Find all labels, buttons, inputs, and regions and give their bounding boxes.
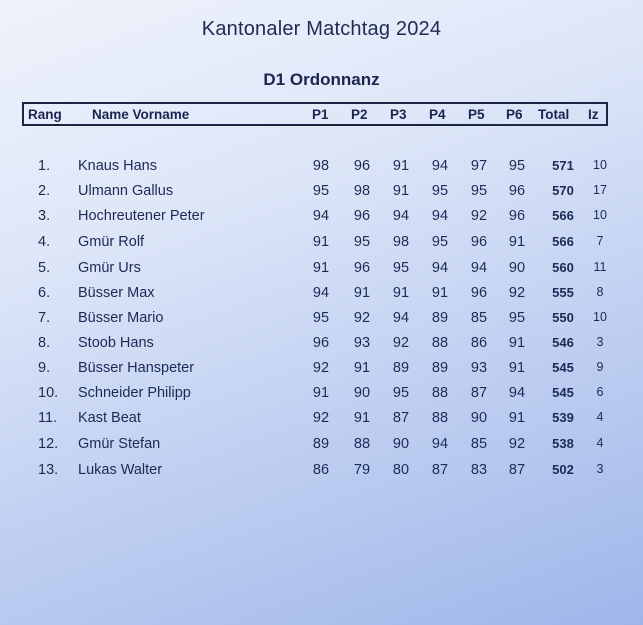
p1-cell: 96 xyxy=(312,335,330,351)
p1-cell: 91 xyxy=(312,260,330,276)
p5-cell: 87 xyxy=(470,385,488,401)
p6-cell: 92 xyxy=(508,436,526,452)
name-cell: Stoob Hans xyxy=(78,335,154,351)
p5-cell: 83 xyxy=(470,462,488,478)
p6-cell: 95 xyxy=(508,158,526,174)
table-row xyxy=(0,158,643,182)
iz-cell: 6 xyxy=(596,385,604,399)
total-cell: 502 xyxy=(552,462,574,477)
iz-cell: 3 xyxy=(596,335,604,349)
p3-cell: 98 xyxy=(392,234,410,250)
p6-cell: 87 xyxy=(508,462,526,478)
total-cell: 566 xyxy=(552,208,574,223)
name-cell: Lukas Walter xyxy=(78,462,163,478)
p5-cell: 97 xyxy=(470,158,488,174)
p5-cell: 96 xyxy=(470,285,488,301)
p4-cell: 88 xyxy=(431,410,449,426)
p6-cell: 91 xyxy=(508,360,526,376)
p1-cell: 94 xyxy=(312,285,330,301)
name-cell: Büsser Mario xyxy=(78,310,164,326)
col-p3: P3 xyxy=(390,107,407,122)
table-row xyxy=(0,208,643,232)
p3-cell: 95 xyxy=(392,260,410,276)
p4-cell: 89 xyxy=(431,360,449,376)
p3-cell: 91 xyxy=(392,158,410,174)
p5-cell: 85 xyxy=(470,436,488,452)
p2-cell: 88 xyxy=(353,436,371,452)
p6-cell: 91 xyxy=(508,234,526,250)
table-row xyxy=(0,285,643,309)
p2-cell: 98 xyxy=(353,183,371,199)
table-row xyxy=(0,436,643,460)
rank-cell: 2. xyxy=(38,183,51,199)
col-iz: Iz xyxy=(588,107,599,122)
p3-cell: 91 xyxy=(392,285,410,301)
p3-cell: 80 xyxy=(392,462,410,478)
p2-cell: 96 xyxy=(353,158,371,174)
name-cell: Schneider Philipp xyxy=(78,385,191,401)
total-cell: 539 xyxy=(552,410,574,425)
name-cell: Gmür Stefan xyxy=(78,436,161,452)
total-cell: 570 xyxy=(552,183,574,198)
p5-cell: 95 xyxy=(470,183,488,199)
p1-cell: 95 xyxy=(312,183,330,199)
p6-cell: 96 xyxy=(508,208,526,224)
p1-cell: 98 xyxy=(312,158,330,174)
iz-cell: 10 xyxy=(593,208,607,222)
total-cell: 566 xyxy=(552,234,574,249)
table-row xyxy=(0,360,643,384)
iz-cell: 3 xyxy=(596,462,604,476)
table-row xyxy=(0,335,643,359)
table-row xyxy=(0,410,643,434)
p5-cell: 86 xyxy=(470,335,488,351)
p1-cell: 91 xyxy=(312,385,330,401)
total-cell: 545 xyxy=(552,385,574,400)
name-cell: Gmür Urs xyxy=(78,260,141,276)
rank-cell: 3. xyxy=(38,208,51,224)
p2-cell: 91 xyxy=(353,285,371,301)
table-row xyxy=(0,385,643,409)
p3-cell: 91 xyxy=(392,183,410,199)
col-name: Name Vorname xyxy=(92,107,190,122)
page-title: Kantonaler Matchtag 2024 xyxy=(201,18,442,40)
total-cell: 571 xyxy=(552,158,574,173)
p2-cell: 93 xyxy=(353,335,371,351)
name-cell: Ulmann Gallus xyxy=(78,183,174,199)
total-cell: 555 xyxy=(552,285,574,300)
rank-cell: 8. xyxy=(38,335,51,351)
col-total: Total xyxy=(538,107,570,122)
col-p5: P5 xyxy=(468,107,485,122)
rank-cell: 6. xyxy=(38,285,51,301)
name-cell: Knaus Hans xyxy=(78,158,157,174)
p1-cell: 94 xyxy=(312,208,330,224)
p1-cell: 92 xyxy=(312,410,330,426)
p4-cell: 95 xyxy=(431,183,449,199)
total-cell: 545 xyxy=(552,360,574,375)
p5-cell: 85 xyxy=(470,310,488,326)
rank-cell: 13. xyxy=(38,462,59,478)
p4-cell: 91 xyxy=(431,285,449,301)
p6-cell: 94 xyxy=(508,385,526,401)
name-cell: Büsser Hanspeter xyxy=(78,360,195,376)
p3-cell: 89 xyxy=(392,360,410,376)
rank-cell: 5. xyxy=(38,260,51,276)
rank-cell: 12. xyxy=(38,436,59,452)
p4-cell: 94 xyxy=(431,208,449,224)
p3-cell: 95 xyxy=(392,385,410,401)
name-cell: Kast Beat xyxy=(78,410,141,426)
p2-cell: 95 xyxy=(353,234,371,250)
p3-cell: 92 xyxy=(392,335,410,351)
p4-cell: 94 xyxy=(431,260,449,276)
col-rang: Rang xyxy=(28,107,62,122)
rank-cell: 9. xyxy=(38,360,51,376)
iz-cell: 4 xyxy=(596,436,604,450)
table-row xyxy=(0,234,643,258)
iz-cell: 10 xyxy=(593,310,607,324)
p2-cell: 92 xyxy=(353,310,371,326)
p2-cell: 79 xyxy=(353,462,371,478)
p2-cell: 91 xyxy=(353,410,371,426)
rank-cell: 10. xyxy=(38,385,59,401)
p3-cell: 94 xyxy=(392,208,410,224)
p2-cell: 96 xyxy=(353,260,371,276)
table-row xyxy=(0,260,643,284)
p5-cell: 90 xyxy=(470,410,488,426)
col-p1: P1 xyxy=(312,107,329,122)
p6-cell: 92 xyxy=(508,285,526,301)
table-header xyxy=(22,102,608,126)
p2-cell: 90 xyxy=(353,385,371,401)
name-cell: Büsser Max xyxy=(78,285,155,301)
p3-cell: 94 xyxy=(392,310,410,326)
iz-cell: 17 xyxy=(593,183,607,197)
table-row xyxy=(0,183,643,207)
p4-cell: 87 xyxy=(431,462,449,478)
p4-cell: 95 xyxy=(431,234,449,250)
iz-cell: 4 xyxy=(596,410,604,424)
p3-cell: 90 xyxy=(392,436,410,452)
p6-cell: 91 xyxy=(508,410,526,426)
p6-cell: 96 xyxy=(508,183,526,199)
col-p4: P4 xyxy=(429,107,446,122)
col-p6: P6 xyxy=(506,107,523,122)
table-row xyxy=(0,462,643,486)
name-cell: Hochreutener Peter xyxy=(78,208,205,224)
total-cell: 546 xyxy=(552,335,574,350)
rank-cell: 11. xyxy=(38,410,58,426)
rank-cell: 4. xyxy=(38,234,51,250)
p1-cell: 86 xyxy=(312,462,330,478)
iz-cell: 9 xyxy=(596,360,604,374)
p1-cell: 92 xyxy=(312,360,330,376)
p2-cell: 91 xyxy=(353,360,371,376)
p5-cell: 94 xyxy=(470,260,488,276)
iz-cell: 8 xyxy=(596,285,604,299)
name-cell: Gmür Rolf xyxy=(78,234,145,250)
p6-cell: 95 xyxy=(508,310,526,326)
p5-cell: 93 xyxy=(470,360,488,376)
iz-cell: 7 xyxy=(596,234,604,248)
category-subtitle: D1 Ordonnanz xyxy=(263,70,380,89)
total-cell: 550 xyxy=(552,310,574,325)
iz-cell: 11 xyxy=(593,260,607,274)
table-row xyxy=(0,310,643,334)
p4-cell: 94 xyxy=(431,436,449,452)
p4-cell: 89 xyxy=(431,310,449,326)
iz-cell: 10 xyxy=(593,158,607,172)
rank-cell: 1. xyxy=(38,158,51,174)
p6-cell: 90 xyxy=(508,260,526,276)
p6-cell: 91 xyxy=(508,335,526,351)
p4-cell: 94 xyxy=(431,158,449,174)
p3-cell: 87 xyxy=(392,410,410,426)
total-cell: 560 xyxy=(552,260,574,275)
p4-cell: 88 xyxy=(431,385,449,401)
p1-cell: 89 xyxy=(312,436,330,452)
p1-cell: 95 xyxy=(312,310,330,326)
p5-cell: 92 xyxy=(470,208,488,224)
col-p2: P2 xyxy=(351,107,368,122)
p2-cell: 96 xyxy=(353,208,371,224)
p4-cell: 88 xyxy=(431,335,449,351)
p5-cell: 96 xyxy=(470,234,488,250)
p1-cell: 91 xyxy=(312,234,330,250)
rank-cell: 7. xyxy=(38,310,51,326)
total-cell: 538 xyxy=(552,436,574,451)
